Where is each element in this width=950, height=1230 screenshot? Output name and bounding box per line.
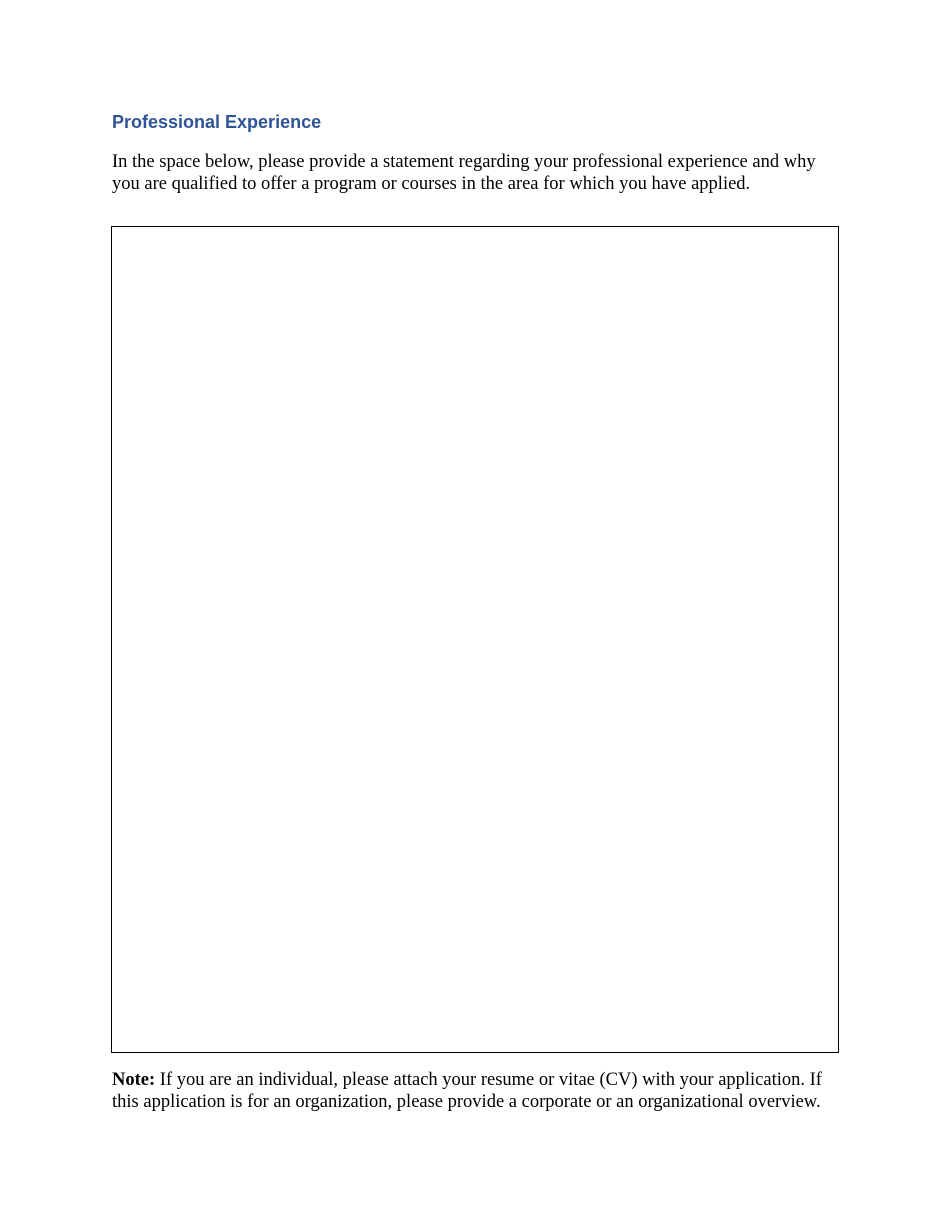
professional-experience-input[interactable] — [112, 227, 838, 1052]
section-heading: Professional Experience — [112, 112, 322, 132]
note-paragraph — [112, 1069, 842, 1113]
professional-experience-response-box[interactable] — [111, 226, 839, 1053]
note-body: If you are an individual, please attach your resume or vitae (CV) with your application. If this application is for an organization, please provide a corporate or an organizational overview. — [112, 1070, 822, 1112]
instructions-paragraph: In the space below, please provide a statement regarding your professional experience and why you are qualified to offer a program or courses in the area for which you have applied. — [112, 152, 816, 194]
note-label: Note: — [112, 1070, 156, 1090]
